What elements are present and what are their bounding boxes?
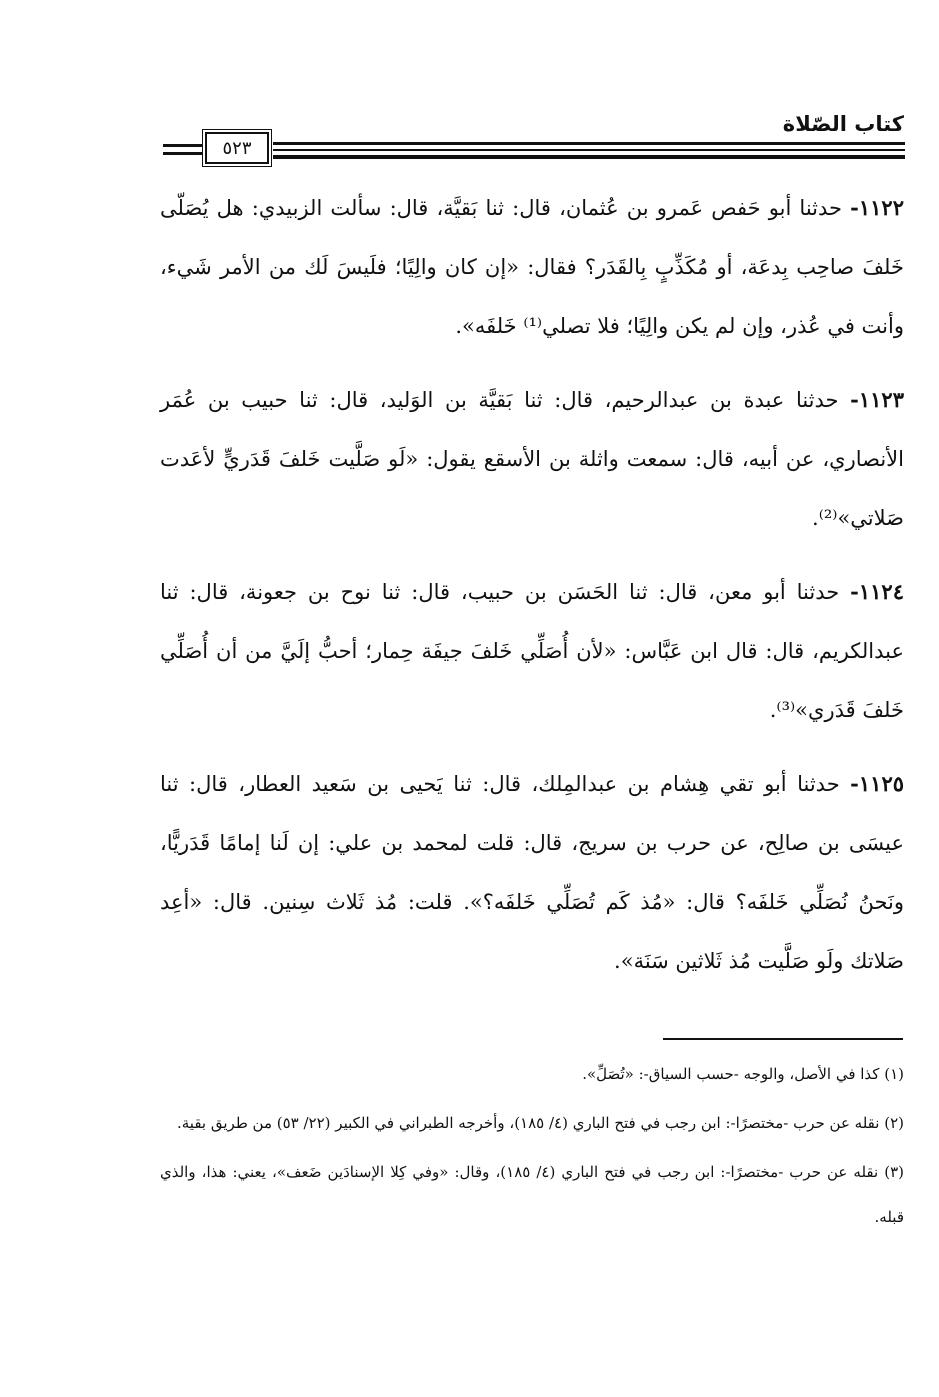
hadith-paragraph (160, 754, 904, 991)
hadith-text: حدثنا عبدة بن عبدالرحيم، قال: ثنا بَقيَّة بن الوَليد، قال: ثنا حبيب بن عُمَر الأنصاري، عن أبيه، قال: سمعت واثلة بن الأسقع يقول: «لَو صَلَّيت خَلفَ قَدَريٍّ لأعَدت صَلاتي»⁽²⁾. (160, 388, 904, 530)
main-text (160, 178, 904, 1005)
hadith-text: حدثنا أبو تقي هِشام بن عبدالمِلك، قال: ثنا يَحيى بن سَعيد العطار، قال: ثنا عيسَى بن صالِح، عن حرب بن سريج، قال: قلت لمحمد بن علي: إن لَنا إمامًا قَدَريًّا، ونَحنُ نُصَلِّي خَلفَه؟ قال: «مُذ كَم تُصَلِّي خَلفَه؟». قلت: مُذ ثَلاث سِنين. قال: «أعِد صَلاتك ولَو صَلَّيت مُذ ثَلاثين سَنَة». (160, 772, 904, 973)
footnote: (١) كذا في الأصل، والوجه -حسب السياق-: «تُصَلِّ». (582, 1065, 904, 1083)
hadith-text: حدثنا أبو معن، قال: ثنا الحَسَن بن حبيب، قال: ثنا نوح بن جعونة، قال: ثنا عبدالكريم، قال: قال ابن عَبَّاس: «لأن أُصَلِّي خَلفَ جيفَة حِمار؛ أحبُّ إلَيَّ من أن أُصَلِّي خَلفَ قَدَري»⁽³⁾. (160, 580, 904, 722)
book-title: كتاب الصّلاة (782, 112, 904, 136)
header-rule (163, 144, 203, 147)
hadith-number: ١١٢٢- (850, 195, 904, 220)
footnote-separator (663, 1038, 903, 1040)
hadith-number: ١١٢٤- (850, 579, 904, 604)
header-rule (273, 149, 905, 151)
hadith-paragraph (160, 370, 904, 548)
header-rule (163, 152, 203, 155)
page-number: ٥٢٣ (205, 132, 269, 164)
hadith-number: ١١٢٥- (850, 771, 905, 796)
footnote: (٣) نقله عن حرب -مختصرًا-: ابن رجب في فتح الباري (٤/ ١٨٥)، وقال: «وفي كِلا الإسنادَين ضَعف»، يعني: هذا، والذي قبله. (160, 1163, 904, 1226)
hadith-paragraph (160, 178, 904, 356)
hadith-paragraph (160, 562, 904, 740)
hadith-text: حدثنا أبو حَفص عَمرو بن عُثمان، قال: ثنا بَقيَّة، قال: سألت الزبيدي: هل يُصَلّى خَلفَ صاحِب بِدعَة، أو مُكَذِّبٍ بِالقَدَر؟ فقال: «إن كان والِيًا؛ فلَيسَ لَك من الأمر شَيء، وأنت في عُذر، وإن لم يكن والِيًا؛ فلا تصلي⁽¹⁾ خَلفَه». (160, 196, 904, 338)
hadith-number: ١١٢٣- (850, 387, 904, 412)
header-rule (273, 142, 905, 145)
header-rule (273, 155, 905, 159)
footnote: (٢) نقله عن حرب -مختصرًا-: ابن رجب في فتح الباري (٤/ ١٨٥)، وأخرجه الطبراني في الكبير (٢٢/ ٥٣) من طريق بقية. (176, 1114, 904, 1132)
footnotes (160, 1052, 904, 1244)
